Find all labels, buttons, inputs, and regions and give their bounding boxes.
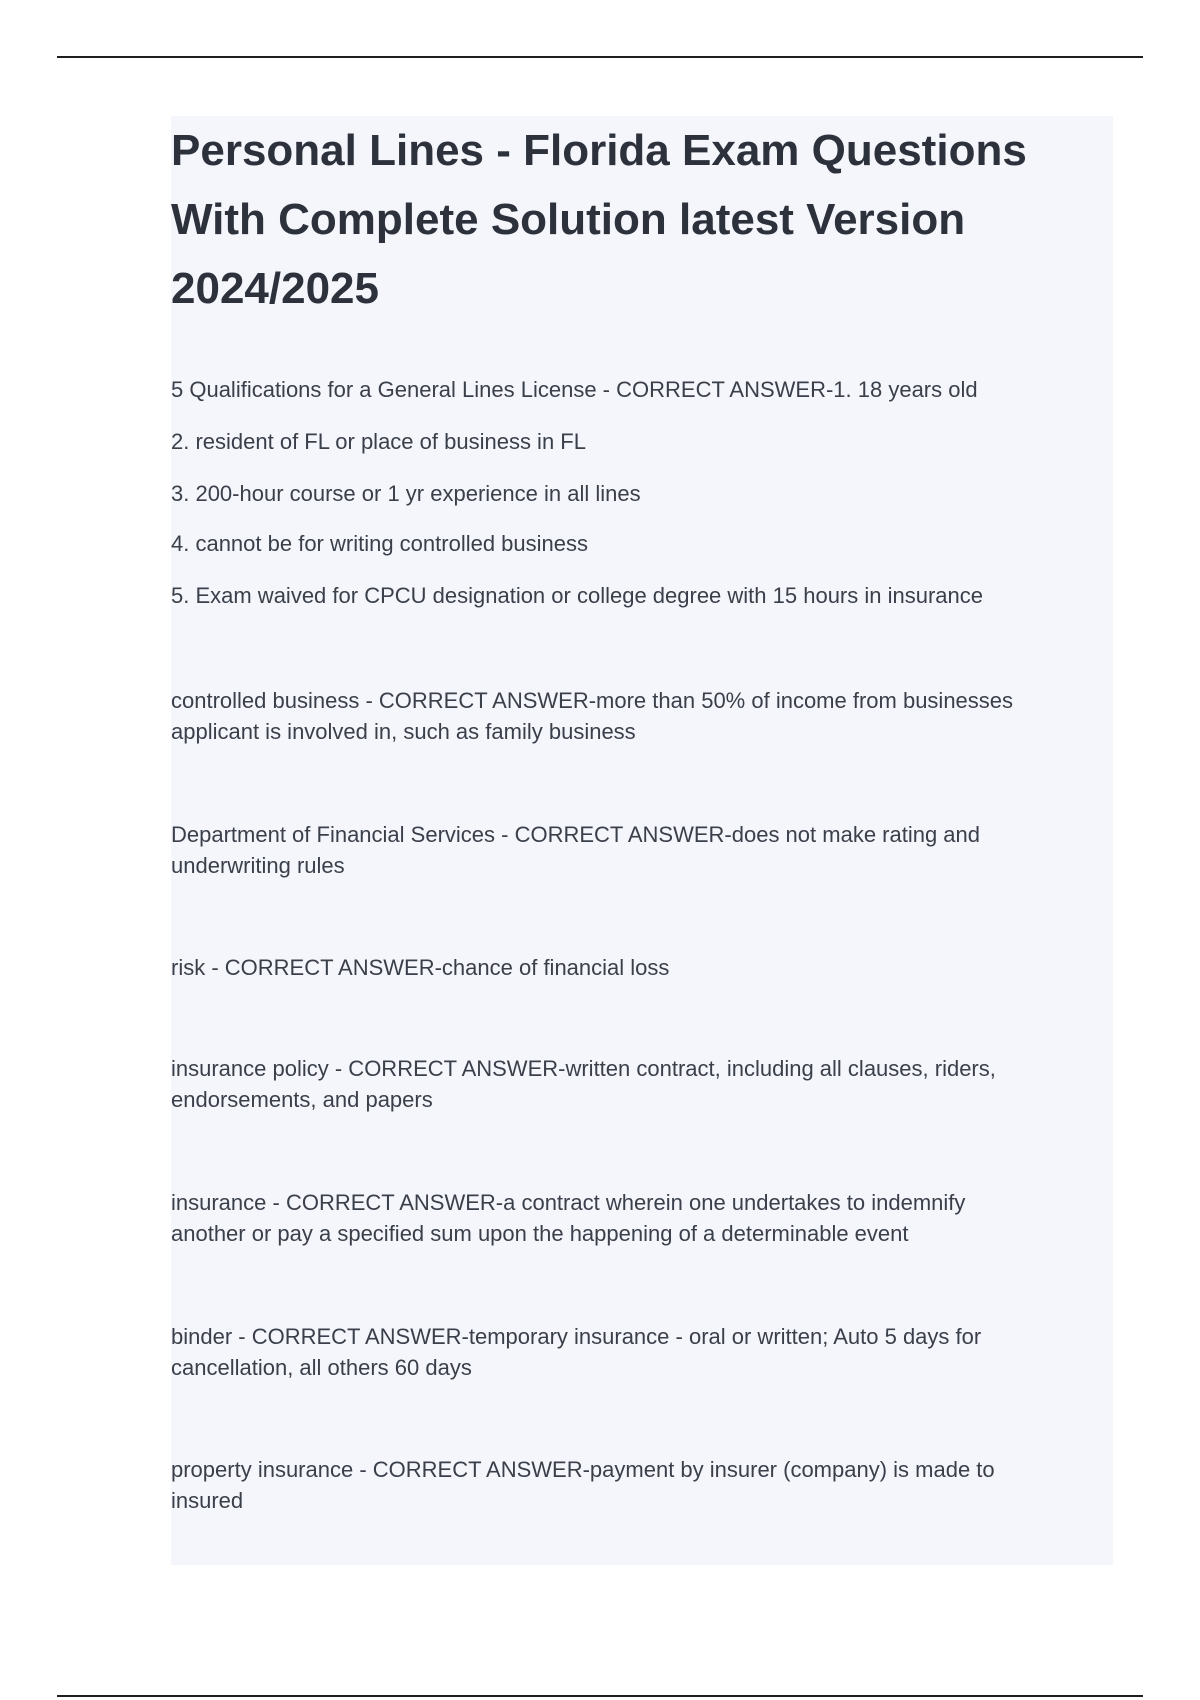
qa-line: endorsements, and papers <box>171 1087 433 1112</box>
qa-entry <box>171 1187 1113 1249</box>
qualification-line: 2. resident of FL or place of business in FL <box>171 429 586 454</box>
qualification-line: 3. 200-hour course or 1 yr experience in all lines <box>171 481 641 506</box>
qa-entry <box>171 685 1113 747</box>
qa-line: applicant is involved in, such as family business <box>171 719 636 744</box>
top-rule <box>57 56 1143 58</box>
qualification-line: 4. cannot be for writing controlled business <box>171 531 589 556</box>
qualification-line: 5 Qualifications for a General Lines License - CORRECT ANSWER-1. 18 years old <box>171 377 978 402</box>
title-line-1: Personal Lines - Florida Exam Questions <box>171 126 1027 175</box>
qa-line: controlled business - CORRECT ANSWER-more than 50% of income from businesses <box>171 688 1014 713</box>
qa-line: underwriting rules <box>171 853 345 878</box>
qa-line: insurance - CORRECT ANSWER-a contract wherein one undertakes to indemnify <box>171 1190 966 1215</box>
qa-entry <box>171 952 1113 983</box>
qa-line: risk - CORRECT ANSWER-chance of financial loss <box>171 955 670 980</box>
title-line-2: With Complete Solution latest Version <box>171 195 966 244</box>
page-content <box>171 116 1113 1565</box>
qa-line: Department of Financial Services - CORRECT ANSWER-does not make rating and <box>171 822 981 847</box>
qa-entry <box>171 819 1113 881</box>
qa-line: insured <box>171 1488 244 1513</box>
qualification-line: 5. Exam waived for CPCU designation or college degree with 15 hours in insurance <box>171 583 983 608</box>
qa-line: another or pay a specified sum upon the happening of a determinable event <box>171 1221 909 1246</box>
bottom-rule <box>57 1695 1143 1697</box>
qa-line: property insurance - CORRECT ANSWER-payment by insurer (company) is made to <box>171 1457 995 1482</box>
title-line-3: 2024/2025 <box>171 264 379 313</box>
qa-entry <box>171 1053 1113 1115</box>
document-title <box>171 116 1027 323</box>
qa-line: insurance policy - CORRECT ANSWER-written contract, including all clauses, riders, <box>171 1056 996 1081</box>
qualifications-entry <box>171 374 1113 611</box>
qa-entry <box>171 1454 1113 1516</box>
qa-line: binder - CORRECT ANSWER-temporary insurance - oral or written; Auto 5 days for <box>171 1324 982 1349</box>
qa-line: cancellation, all others 60 days <box>171 1355 472 1380</box>
qa-entry <box>171 1321 1113 1383</box>
